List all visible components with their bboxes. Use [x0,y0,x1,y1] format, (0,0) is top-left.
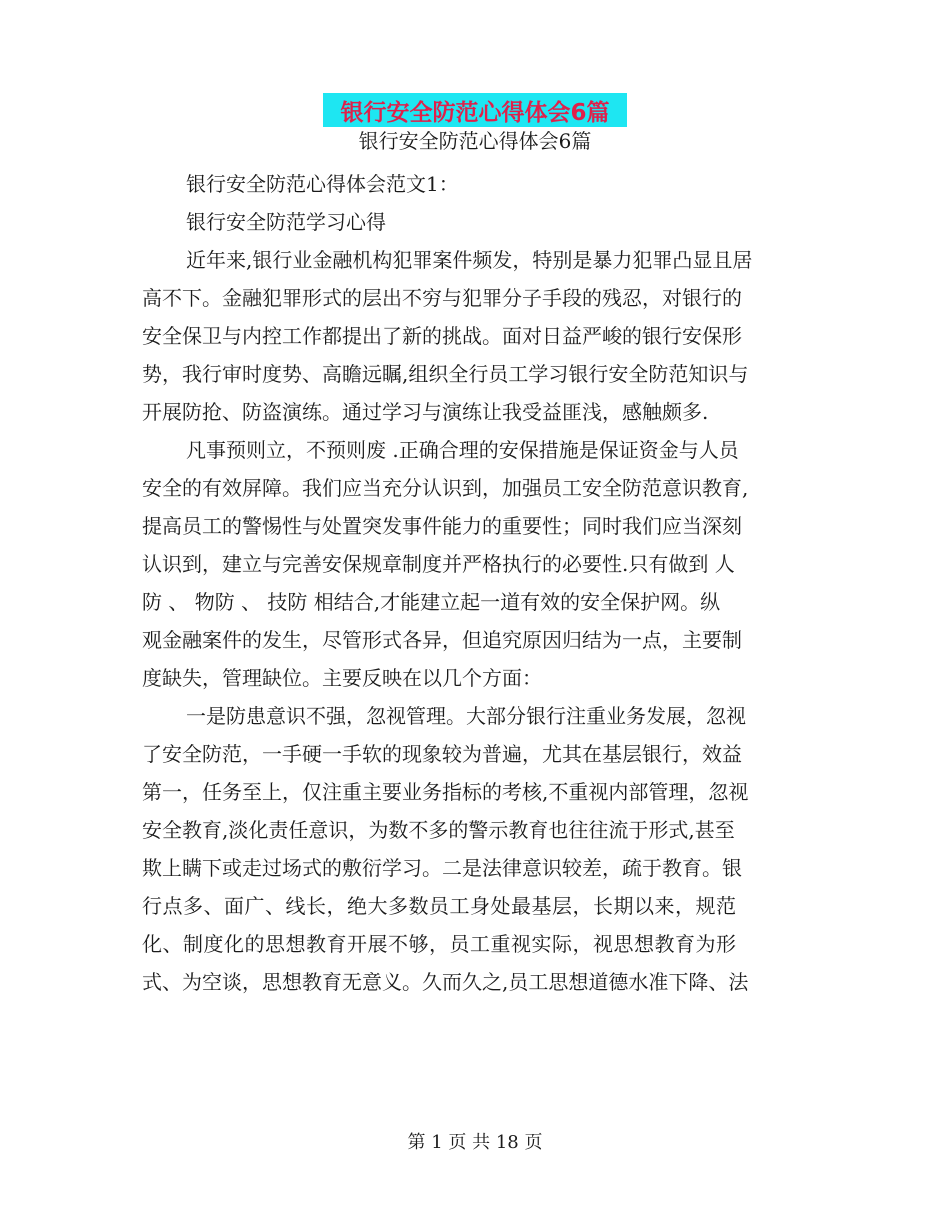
paragraph-line: 度缺失，管理缺位。主要反映在以几个方面： [142,666,542,690]
paragraph-line: 防 、 物防 、 技防 相结合,才能建立起一道有效的安全保护网。纵 [142,590,721,614]
paragraph-line: 认识到，建立与完善安保规章制度并严格执行的必要性.只有做到 人 [142,552,735,576]
page-footer: 第 1 页 共 18 页 [407,1132,543,1153]
paragraph-line: 银行安全防范心得体会范文1： [186,172,459,196]
paragraph-line: 第一，任务至上，仅注重主要业务指标的考核,不重视内部管理，忽视 [142,780,749,804]
paragraph-line: 一是防患意识不强，忽视管理。大部分银行注重业务发展，忽视 [186,704,746,728]
paragraph-line: 观金融案件的发生，尽管形式各异，但追究原因归结为一点，主要制 [142,628,742,652]
paragraph-line: 式、为空谈，思想教育无意义。久而久之,员工思想道德水准下降、法 [142,970,749,994]
document-body [142,165,807,1001]
paragraph-line: 欺上瞒下或走过场式的敷衍学习。二是法律意识较差，疏于教育。银 [142,856,742,880]
paragraph-line: 行点多、面广、线长，绝大多数员工身处最基层，长期以来，规范 [142,894,737,918]
paragraph-line: 安全教育,淡化责任意识，为数不多的警示教育也往往流于形式,甚至 [142,818,735,842]
paragraph-line: 势，我行审时度势、高瞻远瞩,组织全行员工学习银行安全防范知识与 [142,362,749,386]
paragraph-line: 安全的有效屏障。我们应当充分认识到，加强员工安全防范意识教育, [142,476,749,500]
highlighted-title: 银行安全防范心得体会6篇 [323,93,627,127]
paragraph-line: 开展防抢、防盗演练。通过学习与演练让我受益匪浅，感触颇多. [142,400,709,424]
document-subtitle: 银行安全防范心得体会6篇 [358,129,592,153]
paragraph-line: 提高员工的警惕性与处置突发事件能力的重要性；同时我们应当深刻 [142,514,742,538]
paragraph-line: 安全保卫与内控工作都提出了新的挑战。面对日益严峻的银行安保形 [142,324,742,348]
paragraph-line: 凡事预则立，不预则废 .正确合理的安保措施是保证资金与人员 [186,438,739,462]
paragraph-line: 了安全防范，一手硬一手软的现象较为普遍，尤其在基层银行，效益 [142,742,742,766]
paragraph-line: 化、制度化的思想教育开展不够，员工重视实际，视思想教育为形 [142,932,737,956]
paragraph-line: 银行安全防范学习心得 [186,210,386,234]
paragraph-line: 高不下。金融犯罪形式的层出不穷与犯罪分子手段的残忍，对银行的 [142,286,742,310]
paragraph-line: 近年来,银行业金融机构犯罪案件频发，特别是暴力犯罪凸显且居 [186,248,753,272]
